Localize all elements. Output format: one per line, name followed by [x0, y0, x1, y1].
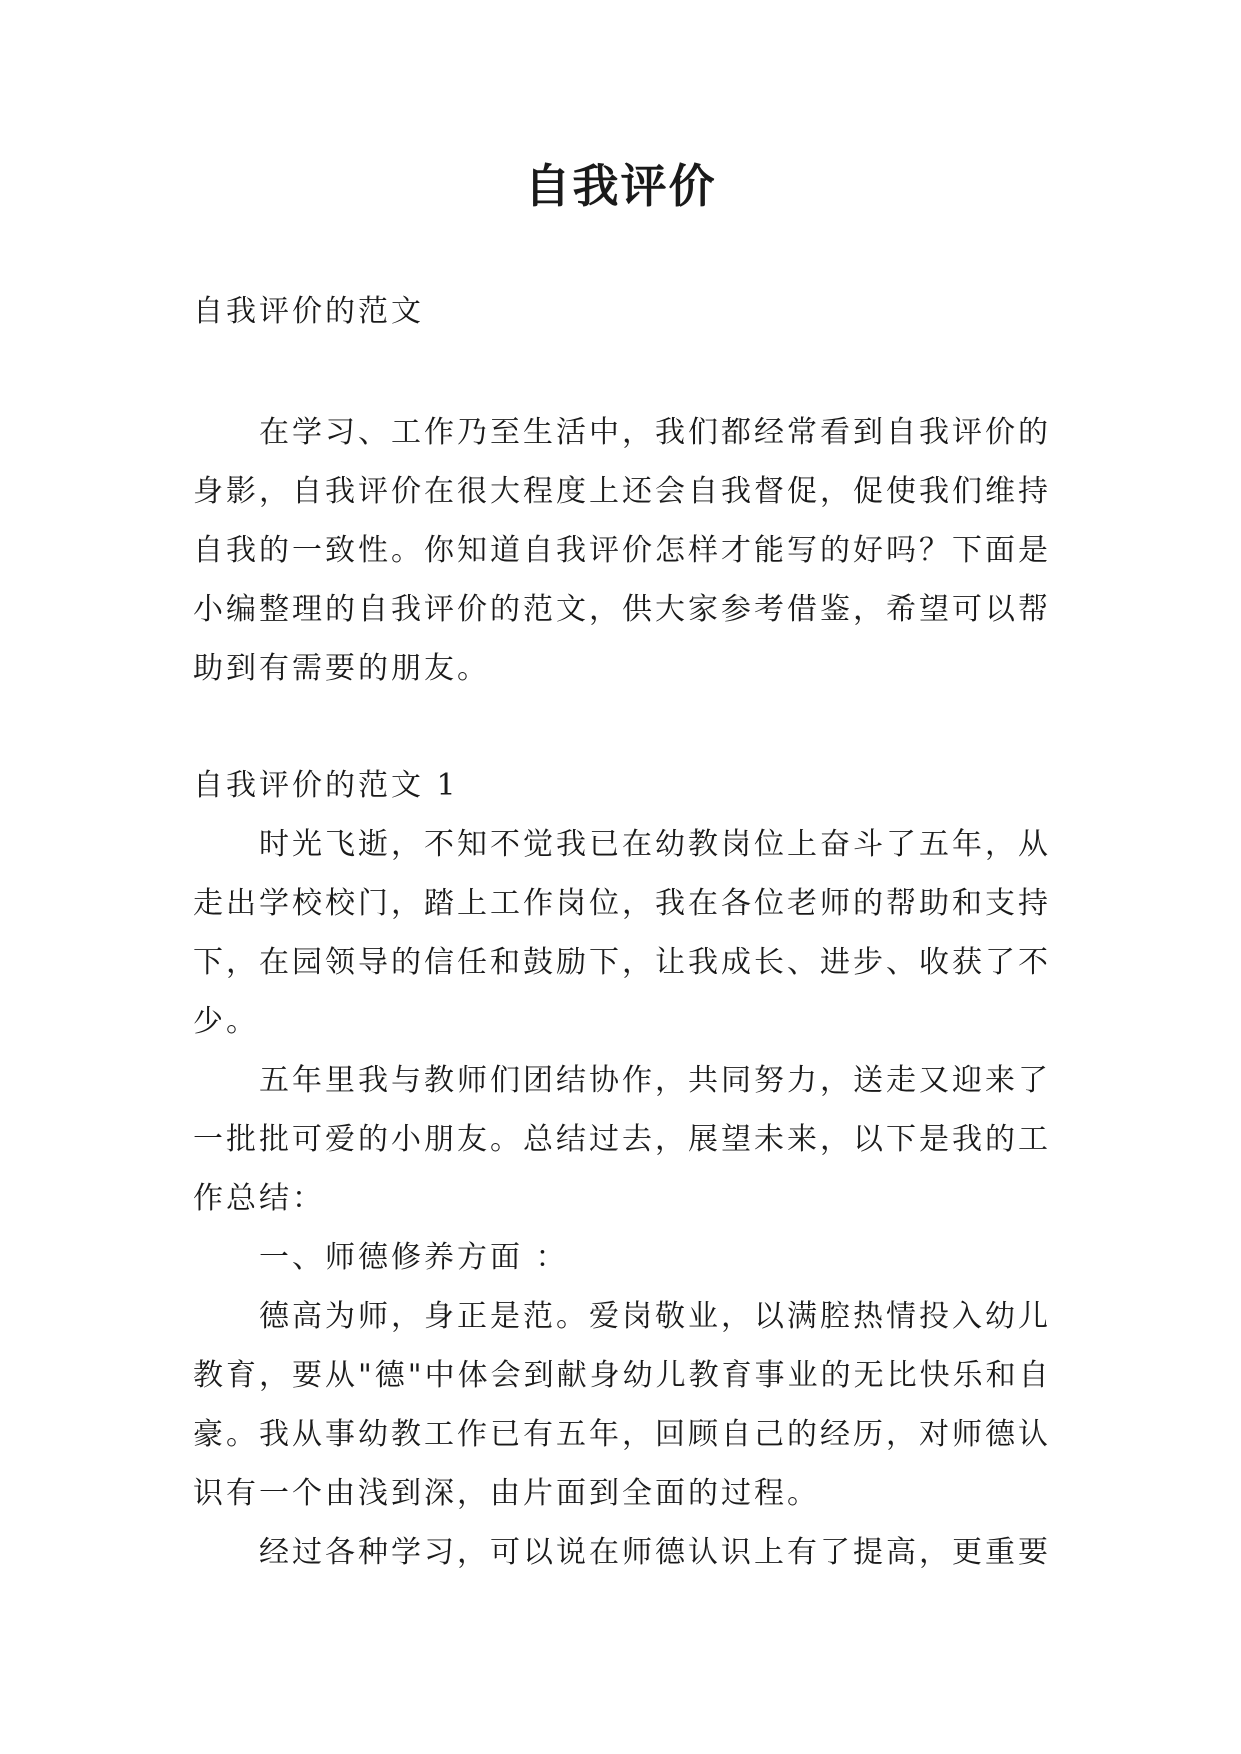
para1-line-1: 时光飞逝，不知不觉我已在幼教岗位上奋斗了五年，从: [259, 827, 1051, 862]
intro-line-1: 在学习、工作乃至生活中，我们都经常看到自我评价的: [259, 415, 1051, 450]
para1-line-3: 下，在园领导的信任和鼓励下，让我成长、进步、收获了不: [193, 945, 1051, 980]
para1-line-2: 走出学校校门，踏上工作岗位，我在各位老师的帮助和支持: [193, 886, 1051, 921]
intro-line-2: 身影，自我评价在很大程度上还会自我督促，促使我们维持: [193, 474, 1051, 509]
document-body: [193, 282, 1055, 1582]
para4-line-1: 经过各种学习，可以说在师德认识上有了提高，更重要: [259, 1535, 1051, 1570]
intro-line-4: 小编整理的自我评价的范文，供大家参考借鉴，希望可以帮: [193, 592, 1051, 627]
section-heading: 自我评价的范文 1: [193, 768, 459, 803]
para3-line-2: 教育，要从"德"中体会到献身幼儿教育事业的无比快乐和自: [193, 1358, 1052, 1393]
para2-line-1: 五年里我与教师们团结协作，共同努力，送走又迎来了: [259, 1063, 1051, 1098]
subtitle: 自我评价的范文: [193, 294, 424, 329]
para3-line-1: 德高为师，身正是范。爱岗敬业，以满腔热情投入幼儿: [259, 1299, 1051, 1334]
para3-line-3: 豪。我从事幼教工作已有五年，回顾自己的经历，对师德认: [193, 1417, 1051, 1452]
para1-line-4: 少。: [193, 1004, 259, 1039]
para2-line-2: 一批批可爱的小朋友。总结过去，展望未来，以下是我的工: [193, 1122, 1051, 1157]
document-title: 自我评价: [524, 159, 717, 213]
para2-line-3: 作总结：: [193, 1181, 325, 1216]
intro-line-3: 自我的一致性。你知道自我评价怎样才能写的好吗？下面是: [193, 533, 1051, 568]
intro-line-5: 助到有需要的朋友。: [193, 651, 490, 686]
para3-line-4: 识有一个由浅到深，由片面到全面的过程。: [193, 1476, 820, 1511]
subsection-heading: 一、师德修养方面 ：: [259, 1240, 569, 1275]
